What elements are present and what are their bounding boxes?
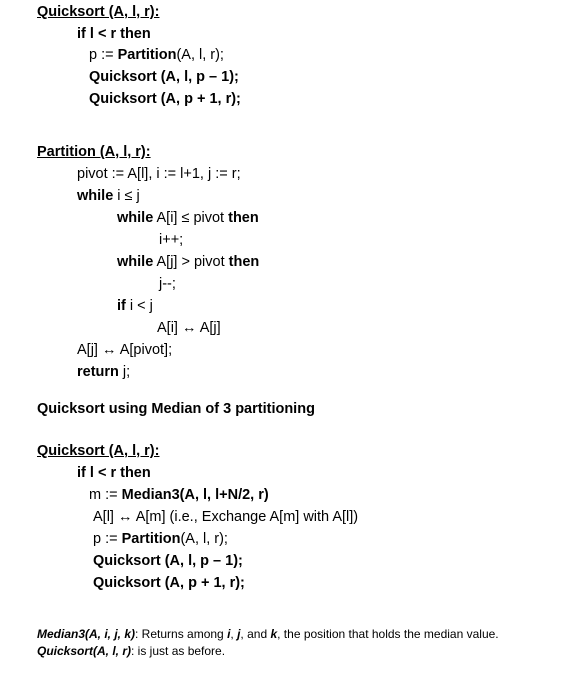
swap-ij-line: A[i] ↔ A[j]: [157, 320, 221, 336]
partition-call-prefix: p :=: [93, 531, 122, 547]
median-section-title: Quicksort using Median of 3 partitioning: [37, 401, 315, 417]
recurse-left-line: Quicksort (A, l, p – 1);: [89, 69, 239, 85]
median3-signature: Median3(A, i, j, k): [37, 627, 136, 641]
while-keyword: while: [117, 254, 154, 270]
quicksort-note: [37, 642, 225, 660]
then-keyword: then: [228, 254, 260, 270]
partition-header: Partition (A, l, r):: [37, 144, 151, 160]
swap-pivot-line: A[j] ↔ A[pivot];: [77, 342, 173, 358]
if-swap-line: [117, 297, 153, 315]
recurse-right-line: Quicksort (A, p + 1, r);: [89, 91, 241, 107]
quicksort-header: Quicksort (A, l, r):: [37, 4, 160, 20]
partition-call-name: Partition: [121, 531, 181, 547]
quicksort-note-signature: Quicksort(A, l, r): [37, 644, 132, 658]
exchange-line: A[l] ↔ A[m] (i.e., Exchange A[m] with A[l]): [93, 509, 359, 525]
quicksort-median-if-line: if l < r then: [77, 465, 151, 481]
then-keyword: then: [228, 210, 259, 226]
median3-note-text: : Returns among: [135, 627, 228, 641]
quicksort-note-text: : is just as before.: [131, 644, 226, 658]
return-keyword: return: [77, 364, 119, 380]
median3-note-k: k: [270, 627, 278, 641]
median3-note-j: j: [237, 627, 241, 641]
partition-call-name: Partition: [117, 47, 177, 63]
while-outer-line: [77, 187, 140, 205]
while-j-condition: A[j] > pivot: [153, 254, 229, 270]
return-value: j;: [118, 364, 131, 380]
while-keyword: while: [77, 188, 114, 204]
median3-note-i: i: [227, 627, 231, 641]
partition-call-args: (A, l, r);: [176, 47, 224, 63]
while-i-line: [117, 209, 259, 227]
partition-call-line: [89, 46, 224, 64]
partition-call-args: (A, l, r);: [180, 531, 228, 547]
while-outer-condition: i ≤ j: [113, 188, 140, 204]
partition-init-line: pivot := A[l], i := l+1, j := r;: [77, 166, 241, 182]
median-call-expr: Median3(A, l, l+N/2, r): [121, 487, 269, 503]
if-keyword: if: [117, 298, 126, 314]
quicksort-median-header: Quicksort (A, l, r):: [37, 443, 160, 459]
median-call-prefix: m :=: [89, 487, 122, 503]
median-call-line: [89, 486, 269, 504]
while-j-line: [117, 253, 259, 271]
return-line: [77, 363, 130, 381]
partition-call-prefix: p :=: [89, 47, 118, 63]
if-swap-condition: i < j: [125, 298, 153, 314]
median3-note-sep1: ,: [230, 627, 238, 641]
increment-i-line: i++;: [159, 232, 184, 248]
while-keyword: while: [117, 210, 154, 226]
partition-call-line-2: [93, 530, 228, 548]
recurse-right-line-2: Quicksort (A, p + 1, r);: [93, 575, 245, 591]
median3-note: [37, 625, 499, 643]
median3-note-text-end: , the position that holds the median value.: [277, 627, 499, 641]
recurse-left-line-2: Quicksort (A, l, p – 1);: [93, 553, 243, 569]
decrement-j-line: j--;: [159, 276, 176, 292]
quicksort-if-line: if l < r then: [77, 26, 151, 42]
while-i-condition: A[i] ≤ pivot: [153, 210, 229, 226]
median3-note-sep2: , and: [240, 627, 271, 641]
